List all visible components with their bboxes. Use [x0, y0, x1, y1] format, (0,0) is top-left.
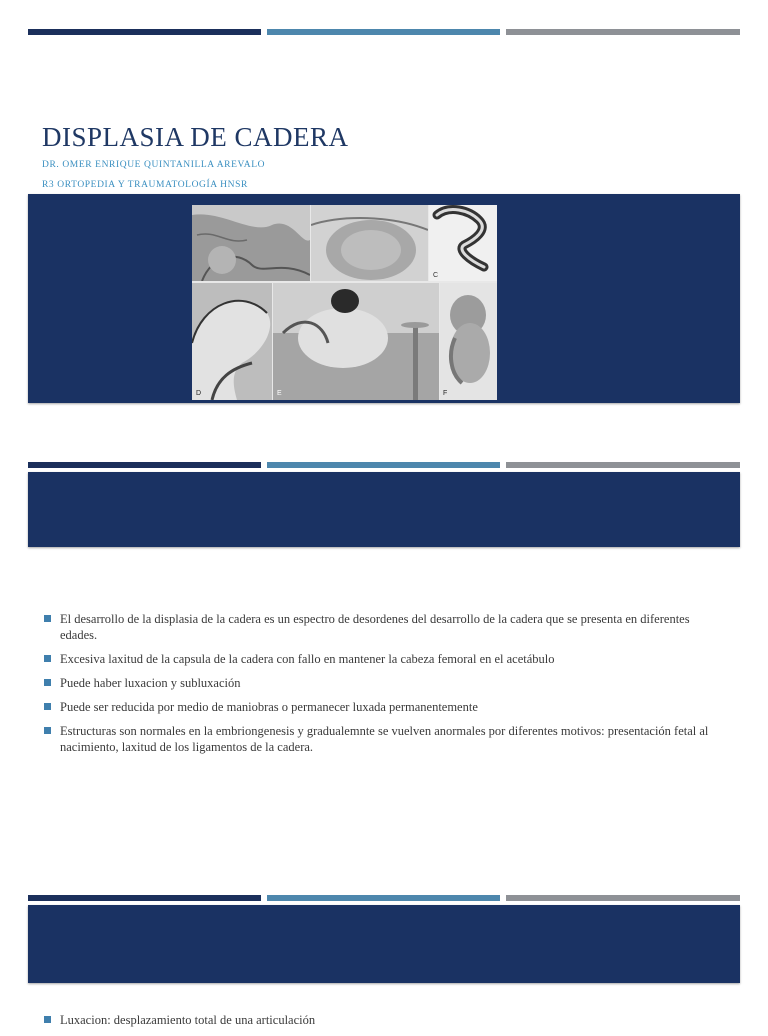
dissection-photo-panel-e: [273, 283, 439, 400]
list-item: [44, 675, 724, 691]
author-role: R3 ORTOPEDIA Y TRAUMATOLOGÍA HNSR: [42, 180, 248, 190]
square-bullet-icon: [44, 703, 51, 710]
hip-embryology-collage: [192, 205, 497, 400]
bullet-text: Puede haber luxacion y subluxación: [60, 676, 241, 690]
square-bullet-icon: [44, 727, 51, 734]
accent-bar-mid-2: [267, 462, 500, 468]
histology-panel-a: [192, 205, 310, 281]
bullet-text: Excesiva laxitud de la capsula de la cadera con fallo en mantener la cabeza femoral en el acetábulo: [60, 652, 555, 666]
list-item: [44, 651, 724, 667]
list-item: [44, 699, 724, 715]
square-bullet-icon: [44, 1016, 51, 1023]
square-bullet-icon: [44, 655, 51, 662]
definition-bullet-list: [44, 611, 724, 763]
diagram-panel-c: [429, 205, 497, 281]
list-item: [44, 611, 724, 643]
accent-bar-dark: [28, 29, 261, 35]
accent-bar-dark-3: [28, 895, 261, 901]
square-bullet-icon: [44, 679, 51, 686]
bullet-text: Luxacion: desplazamiento total de una articulación: [60, 1013, 316, 1027]
panel-letter-d: D: [196, 390, 202, 397]
histology-panel-b: [311, 205, 428, 281]
panel-letter-f: F: [443, 390, 448, 397]
square-bullet-icon: [44, 615, 51, 622]
femoral-head-panel-d: [192, 283, 272, 400]
panel-letter-e: E: [277, 390, 282, 397]
fetus-photo-panel-f: [440, 283, 497, 400]
accent-bar-dark-2: [28, 462, 261, 468]
bullet-text: El desarrollo de la displasia de la cadera es un espectro de desordenes del desarrollo de la cadera que se presenta en diferentes edades.: [60, 612, 690, 642]
accent-bar-gray-3: [506, 895, 740, 901]
title-band-3: [28, 905, 740, 983]
accent-bar-mid: [267, 29, 500, 35]
list-item: [44, 723, 724, 755]
accent-bar-gray: [506, 29, 740, 35]
bullet-text: Estructuras son normales en la embriongenesis y gradualemnte se vuelven anormales por diferentes motivos: presentación fetal al nacimiento, laxitud de los ligamentos de la cadera.: [60, 724, 709, 754]
slide-title: DISPLASIA DE CADERA: [42, 122, 349, 152]
accent-bar-mid-3: [267, 895, 500, 901]
bullet-text: Puede ser reducida por medio de maniobras o permanecer luxada permanentemente: [60, 700, 478, 714]
panel-letter-c: C: [433, 272, 439, 279]
author-name: DR. OMER ENRIQUE QUINTANILLA AREVALO: [42, 160, 266, 170]
luxation-bullet-list: [44, 1012, 724, 1036]
list-item: [44, 1012, 724, 1028]
accent-bar-gray-2: [506, 462, 740, 468]
title-band-2: [28, 472, 740, 547]
